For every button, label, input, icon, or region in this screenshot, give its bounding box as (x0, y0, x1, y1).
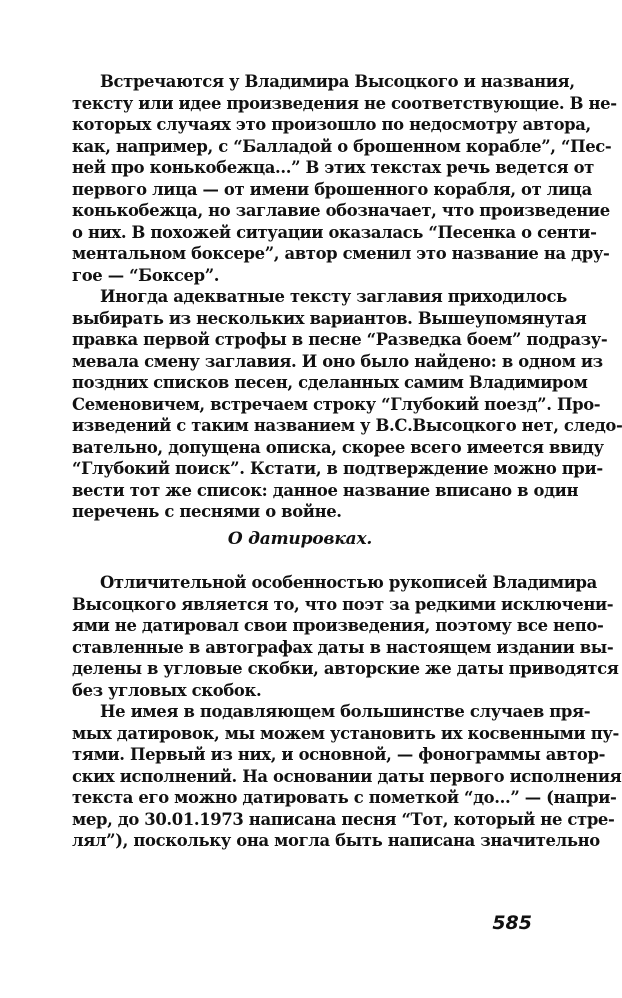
paragraph-3 (72, 572, 619, 701)
text-line: гое — “Боксер”. (72, 265, 220, 285)
text-line: правка первой строфы в песне “Разведка боем” подразу- (72, 330, 608, 349)
text-line: выбирать из нескольких вариантов. Вышеупомянутая (72, 308, 587, 328)
text-line: ставленные в автографах даты в настоящем издании вы- (72, 637, 614, 657)
paragraph-2 (72, 286, 622, 523)
text-line: которых случаях это произошло по недосмотру автора, (72, 115, 591, 134)
paragraph-1 (72, 71, 617, 286)
text-line: тексту или идее произведения не соответствующие. В не- (72, 93, 617, 113)
text-line: мевала смену заглавия. И оно было найдено: в одном из (72, 351, 603, 371)
page-number: 585 (492, 912, 532, 934)
text-line: изведений с таким названием у В.С.Высоцкого нет, следо- (72, 416, 622, 435)
text-line: без угловых скобок. (72, 680, 262, 700)
text-line: первого лица — от имени брошенного корабля, от лица (72, 179, 592, 199)
text-line: ментальном боксере”, автор сменил это название на дру- (72, 244, 610, 263)
paragraph-4 (72, 701, 622, 852)
text-line: ями не датировал свои произведения, поэтому все непо- (72, 616, 604, 635)
text-line: о них. В похожей ситуации оказалась “Песенка о сенти- (72, 222, 597, 242)
text-line: перечень с песнями о войне. (72, 502, 342, 521)
text-line: Встречаются у Владимира Высоцкого и названия, (100, 72, 575, 91)
text-line: конькобежца, но заглавие обозначает, что произведение (72, 201, 610, 220)
text-line: как, например, с “Балладой о брошенном корабле”, “Пес- (72, 136, 612, 156)
text-line: лял”), поскольку она могла быть написана значительно (72, 831, 600, 850)
text-line: ских исполнений. На основании даты первого исполнения (72, 766, 622, 786)
text-line: тями. Первый из них, и основной, — фонограммы автор- (72, 745, 606, 764)
text-line: Семеновичем, встречаем строку “Глубокий поезд”. Про- (72, 394, 601, 414)
text-line: мых датировок, мы можем установить их косвенными пу- (72, 723, 619, 743)
text-line: Иногда адекватные тексту заглавия приходилось (100, 287, 567, 306)
text-line: поздних списков песен, сделанных самим Владимиром (72, 373, 588, 392)
text-line: мер, до 30.01.1973 написана песня “Тот, который не стре- (72, 809, 615, 829)
text-line: ней про конькобежца...” В этих текстах речь ведется от (72, 158, 594, 177)
text-line: вести тот же список: данное название вписано в один (72, 480, 579, 500)
text-line: Отличительной особенностью рукописей Владимира (100, 573, 597, 592)
text-line: Не имея в подавляющем большинстве случаев пря- (100, 702, 591, 721)
text-line: делены в угловые скобки, авторские же даты приводятся (72, 659, 619, 678)
text-line: вательно, допущена описка, скорее всего имеется ввиду (72, 437, 604, 457)
text-line: текста его можно датировать с пометкой “до...” — (напри- (72, 788, 617, 807)
text-line: Высоцкого является то, что поэт за редкими исключени- (72, 594, 614, 614)
section-heading: О датировках. (227, 529, 373, 549)
text-line: “Глубокий поиск”. Кстати, в подтверждение можно при- (72, 459, 603, 478)
